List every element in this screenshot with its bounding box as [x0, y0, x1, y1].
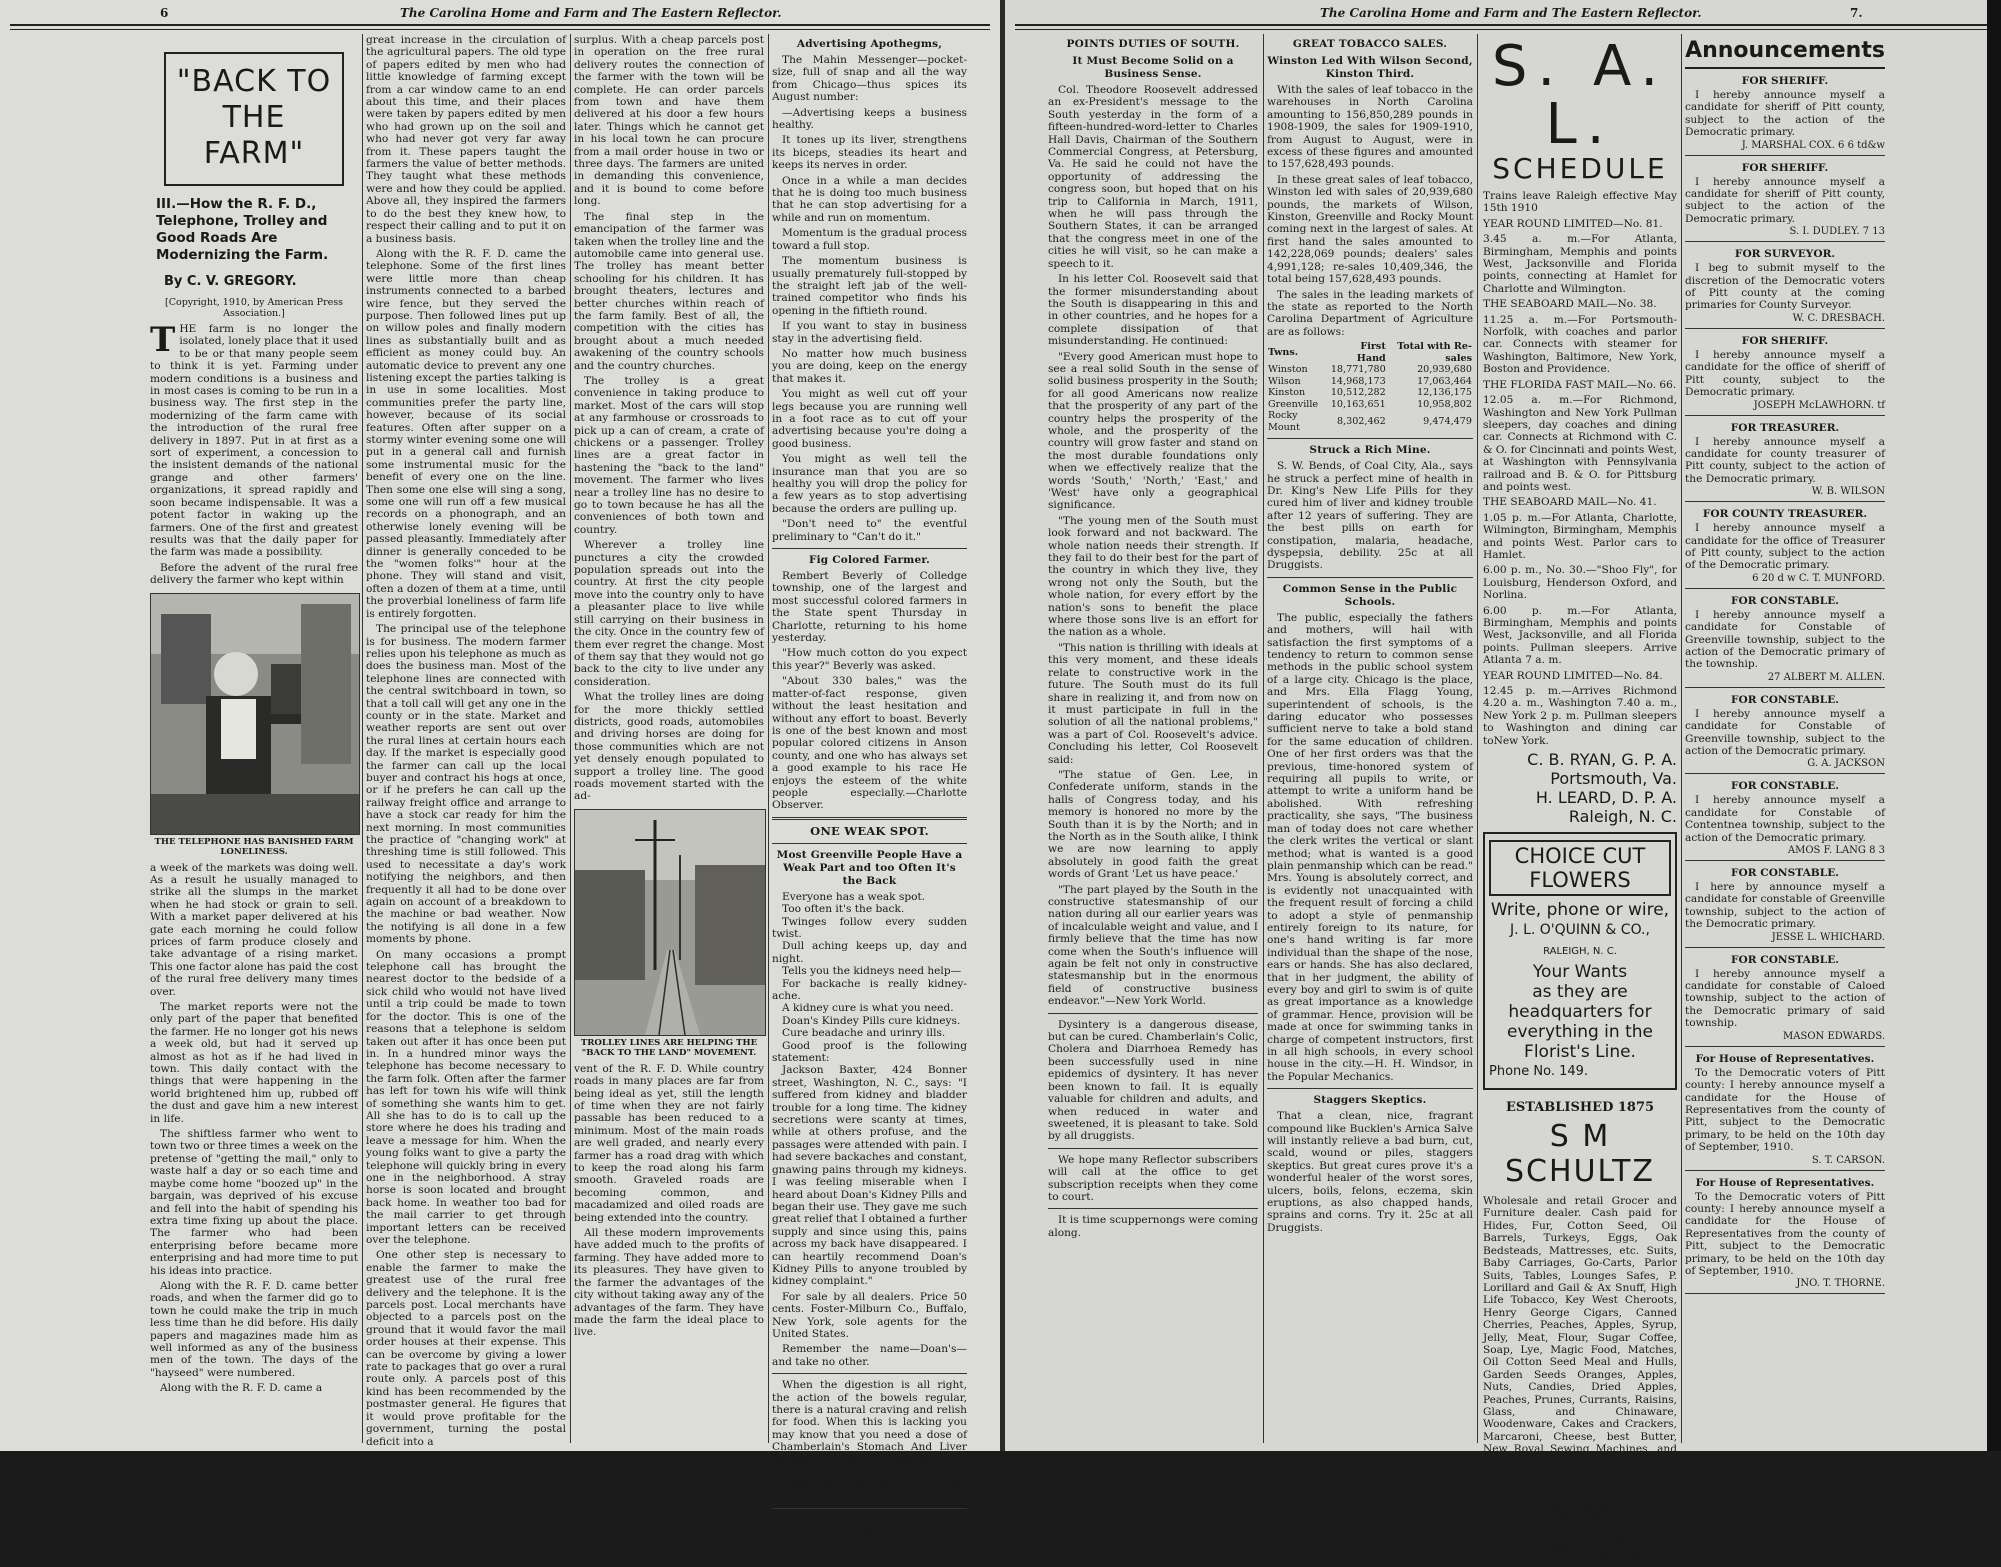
article-paragraph: The principal use of the telephone is for business. The modern farmer relies upon his telephone as much as does the business man. Most of the telephone lines are connected with the central switchboard in town, so that a toll call will get any one in the county or in the state. Market and weather reports are sent out over the rural lines at certain hours each day. If the market is especially good the farmer can call up the local buyer and contract his hogs at once, or if he prefers he can call up the railway freight office and arrange to have a stock car ready for him the next morning. In most communities the practice of "changing work" at threshing time is still followed. This used to necessitate a day's work notifying the neighbors, and then frequently it all had to be done over again on account of a breakdown to the machine or bad weather. Now the notifying is all done in a few moments by phone.	[366, 623, 566, 946]
agent-name: H. LEARD, D. P. A.	[1535, 788, 1677, 808]
divider	[1267, 1088, 1473, 1089]
trolley-photo-image	[575, 810, 765, 1035]
cell-first-hand: 10,512,282	[1330, 387, 1386, 399]
column-rule	[362, 34, 363, 1443]
column-header-first-hand: First Hand	[1356, 341, 1386, 364]
table-row	[1267, 387, 1473, 399]
train-name: THE SEABOARD MAIL—No. 41.	[1483, 496, 1657, 509]
article-paragraph: One other step is necessary to enable the farmer to make the greatest use of the rural free delivery and the telephone. It is the parcels post. Local merchants have objected to a parcels post on the ground that it would favor the mail order houses at their expense. This can be overcome by giving a lower rate to packages that go over a rural route only. A parcels post of this kind has been recommended by the postmaster general. He figures that it would prove profitable for the government, turning the postal deficit into a	[366, 1249, 566, 1448]
points-duties-paragraph: Col. Theodore Roosevelt addressed an ex-President's message to the South yesterday in the form of a fifteen-hundred-word-letter to Charles Hall Davis, Chairman of the Southern Commercial Congress, at Petersburg, Va. He said he could not have the opportunity of addressing the congress soon, but hoped that on his trip to California in March, 1911, when he will pass through the Southern States, it can be arranged that the congress meet in one of the cities he will visit, so he can make a speech to it.	[1048, 84, 1258, 270]
apothegms-heading: Advertising Apothegms,	[796, 38, 943, 50]
article-paragraph: vent of the R. F. D. While country roads in many places are far from being ideal as yet, still the length of time when they are not fairly passable has been reduced to a minimum. Most of the main roads are well graded, and nearly every farmer has a road drag with which to keep the road along his farm smooth. Graveled roads are becoming common, and macadamized and oiled roads are being extended into the country.	[574, 1062, 764, 1224]
fig-farmer-paragraph: "About 330 bales," was the matter-of-fact response, given without the least hesitation and without any effort to boast. Beverly is one of the best known and most popular colored citizens in Anson county, and one who has always set a good example to his race He enjoys the esteem of the white people especially.—Charlotte Observer.	[772, 675, 967, 812]
schultz-paragraph: Wholesale and retail Grocer and Furniture dealer. Cash paid for Hides, Fur, Cotton Seed, Oil Barrels, Turkeys, Eggs, Oak Bedsteads, Mattresses, etc. Suits, Baby Carriages, Go-Carts, Parlor Suits, Tables, Lounges Safes, P. Lorillard and Gail & Ax Snuff, High Life Tobacco, Key West Cheroots, Henry George Cigars, Canned Cherries, Peaches, Apples, Syrup, Jelly, Meat, Flour, Sugar Coffee, Soap, Lye, Magic Food, Matches, Oil Cotton Seed Meal and Hulls, Garden Seeds Oranges, Apples, Nuts, Candies, Dried Apples, Peaches, Prunes, Currants, Raisins, Glass, and Chinaware, Woodenware, Cakes and Crackers, Marcaroni, Cheese, best Butter, New Royal Sewing Machines, and numerous other goods Quality and quantity cheap, for cash. Come to see me.	[1483, 1195, 1677, 1493]
divider	[1267, 577, 1473, 578]
cell-town: Kinston	[1268, 387, 1306, 399]
announcement-heading: FOR SHERIFF.	[1741, 334, 1829, 347]
florist-city: RALEIGH, N. C.	[1543, 946, 1617, 958]
telephone-photo	[150, 593, 360, 835]
tobacco-sales-table	[1267, 341, 1473, 433]
divider	[1048, 1013, 1258, 1014]
skeptics-heading: Staggers Skeptics.	[1313, 1094, 1427, 1107]
tobacco-column	[1267, 34, 1473, 1445]
weak-spot-line: A kidney cure is what you need.	[782, 1002, 954, 1015]
divider	[1685, 773, 1885, 774]
announcement-body: I hereby announce myself a candidate for sheriff of Pitt county, subject to the action of the Democratic primary.	[1685, 89, 1885, 139]
cell-first-hand: 14,968,173	[1330, 375, 1386, 387]
announcement-body: I here by announce myself a candidate for constable of Greenville township, subject to the action of the Democratic primary.	[1685, 881, 1885, 931]
divider	[1685, 1046, 1885, 1047]
tobacco-heading: GREAT TOBACCO SALES.	[1292, 38, 1448, 50]
announcement-signature: S. T. CARSON.	[1811, 1154, 1885, 1166]
points-duties-paragraph: In his letter Col. Roosevelt said that the former misunderstanding about the South is disappearing in this and in other countries, and he hopes for a complete dissipation of that misunderstanding. He continued:	[1048, 273, 1258, 348]
folio-rule	[1015, 24, 1991, 30]
divider	[1685, 860, 1885, 861]
points-duties-paragraph: "Every good American must hope to see a real solid South in the sense of solid business prosperity in the South; for all good Americans now realize that the prosperity of any part of the country helps the prosperity of the whole, and the prosperity of the country will grow faster and stand on the most durable foundations only when we effectively realize that the words 'South,' 'North,' 'East,' and 'West' have only a geographical significance.	[1048, 350, 1258, 512]
announcement-heading: FOR CONSTABLE.	[1731, 953, 1839, 966]
article-paragraph: On many occasions a prompt telephone call has brought the nearest doctor to the bedside of a sick child who would not have lived until a trip could be made to town for the doctor. This is one of the reasons that a telephone is seldom taken out after it has once been put in. In a hundred minor ways the telephone has become necessary to the farm folk. Often after the farmer has left for town his wife will think of something she wants him to get. All she has to do is to call up the store where he does his trading and leave a message for him. When the young folks want to give a party the telephone will quickly bring in every one in the neighborhood. A stray horse is soon located and brought back home. In weather too bad for the mail carrier to get through important letters can be received over the telephone.	[366, 948, 566, 1246]
announcement-body: I hereby announce myself a candidate for the office of Treasurer of Pitt county, subject to the action of the Democratic primary.	[1685, 522, 1885, 572]
announcement-signature: W. B. WILSON	[1811, 486, 1885, 498]
sal-schedule-heading: SCHEDULE	[1492, 152, 1668, 185]
slogan: Our Greenville, Yours if You Come.	[785, 1514, 954, 1540]
flowers-title: CHOICE CUT FLOWERS	[1489, 840, 1671, 896]
column-header-total: Total with Re-sales	[1397, 341, 1472, 364]
announcement-body: I hereby announce myself a candidate for sheriff of Pitt county, subject to the action of the Democratic primary.	[1685, 175, 1885, 225]
column-rule	[1477, 34, 1478, 1443]
weak-spot-lines	[772, 891, 967, 1065]
cell-town: Rocky Mount	[1268, 410, 1300, 433]
weak-spot-line: Good proof is the following statement:	[772, 1039, 967, 1065]
announcement-heading: For House of Representatives.	[1695, 1052, 1875, 1065]
rich-mine-paragraph: S. W. Bends, of Coal City, Ala., says he struck a perfect mine of health in Dr. King's New Life Pills for they cured him of liver and kidney trouble after 12 years of suffering. They are the best pills on earth for constipation, malaria, headache, dyspepsia, debility. 25c at all Druggists.	[1267, 460, 1473, 572]
divider	[1685, 328, 1885, 329]
folio-rule	[10, 24, 990, 30]
train-detail: 11.25 a. m.—For Portsmouth-Norfolk, with coaches and parlor car. Connects with steamer for Washington, Baltimore, New York, Boston and Providence.	[1483, 313, 1677, 376]
column-header-town: Twns.	[1268, 346, 1299, 358]
divider	[1685, 687, 1885, 688]
chamberlain-ad: When the digestion is all right, the action of the bowels regular, there is a natural craving and relish for food. When this is lacking you may know that you need a dose of Chamberlain's Stomach And Liver Tablets. They strengthen the digestive organs, improve the appetite and regulate the bowels. Sold by all druggists.	[772, 1379, 967, 1503]
announcement-body: I hereby announce myself a candidate for Constable of Greenville township, subject to the action of the Democratic primary of the township.	[1685, 608, 1885, 671]
cell-total: 17,063,464	[1417, 375, 1472, 387]
announcement-body: To the Democratic voters of Pitt county: I hereby announce myself a candidate for the House of Representatives from the county of Pitt, subject to the Democratic primary, to be held on the 10th day of September, 1910.	[1685, 1190, 1885, 1277]
article-paragraph: HE farm is no longer the isolated, lonely place that it used to be or that many people seem to think it is yet. Farming under modern conditions is a business and in most cases is coming to be run in a business way. The first step in the modernizing of the farm came with the introduction of the rural free delivery in 1897. Put in at first as a sort of experiment, a concession to the insistent demands of the national grange and other farmers' organizations, it spread rapidly and soon became indispensable. It was a potent factor in waking up the farmers. One of the first and greatest results was that the daily paper for the farm was made a possibility.	[150, 323, 358, 559]
cell-total: 9,474,479	[1423, 415, 1472, 427]
scan-edge	[1987, 0, 2001, 1451]
back-to-farm-column-1	[150, 34, 358, 1445]
announcement-body: I hereby announce myself a candidate for Constable of Contentnea township, subject to the action of the Democratic primary.	[1685, 794, 1885, 844]
points-duties-paragraph: "This nation is thrilling with ideals at this very moment, and these ideals relate to constructive work in the future. The South must do its full share in realizing it, and from now on it must participate in full in the solution of all the national problems," was a part of Col. Roosevelt's advice. Concluding his letter, Col Roosevelt said:	[1048, 641, 1258, 766]
sal-logo: S. A. L.	[1491, 34, 1669, 157]
train-name: THE SEABOARD MAIL—No. 38.	[1483, 298, 1657, 311]
table-row	[1267, 364, 1473, 376]
points-duties-heading: POINTS DUTIES OF SOUTH.	[1066, 38, 1240, 50]
fig-farmer-paragraph: Rembert Beverly of Colledge township, one of the largest and most successful colored farmers in the State spent Thursday in Charlotte, returning to his home yesterday.	[772, 570, 967, 645]
article-paragraph: Along with the R. F. D. came a	[160, 1382, 323, 1395]
apothegms-paragraph: The Mahin Messenger—pocket-size, full of snap and all the way from Chicago—thus spices its August number:	[772, 54, 967, 104]
fig-farmer-paragraph: "How much cotton do you expect this year?" Beverly was asked.	[772, 647, 967, 672]
schultz-established: ESTABLISHED 1875	[1505, 1100, 1655, 1116]
photo-caption: THE TELEPHONE HAS BANISHED FARM LONELINESS.	[154, 836, 354, 857]
weak-spot-line: Dull aching keeps up, day and night.	[772, 940, 967, 965]
weak-spot-testimonial: Jackson Baxter, 424 Bonner street, Washington, N. C., says: "I suffered from kidney and bladder trouble for a long time. The kidney secretions were scanty at times, while at others profuse, and the passages were attended with pain. I had severe backaches and constant, gnawing pains through my kidneys. I was feeling miserable when I heard about Doan's Kidney Pills and began their use. They gave me such great relief that I obtained a further supply and since using this, pains across my back have disappeared. I can heartily recommend Doan's Kidney Pills to anyone troubled by kidney complaint."	[772, 1064, 967, 1288]
announcement-heading: FOR CONSTABLE.	[1731, 780, 1839, 793]
train-detail: 6.00 p. m., No. 30.—"Shoo Fly", for Louisburg, Henderson Oxford, and Norlina.	[1483, 564, 1677, 602]
announcement-heading: FOR TREASURER.	[1730, 421, 1840, 434]
dysentery-ad: Dysintery is a dangerous disease, but can be cured. Chamberlain's Colic, Cholera and Diarrhoea Remedy has been successfully used in nine epidemics of dysintery. It has never been known to fail. It is equally valuable for children and adults, and when reduced in water and sweetened, it is pleasant to take. Sold by all druggists.	[1048, 1018, 1258, 1143]
schultz-footer: S M SCHULTZ	[1505, 1496, 1655, 1567]
florist-phone: Phone No. 149.	[1489, 1064, 1589, 1080]
article-paragraph: Wherever a trolley line punctures a city the crowded population spreads out into the country. At first the city people move into the country only to have a pleasanter place to live while still carrying on their business in the city. Once in the country few of them ever regret the change. Most of them say that they would not go back to the city to live under any consideration.	[574, 539, 764, 688]
train-detail: 6.00 p. m.—For Atlanta, Birmingham, Memphis and points West, Jacksonville, and all Florida points. Pullman sleepers. Arrive Atlanta 7 a. m.	[1483, 604, 1677, 667]
points-duties-paragraph: "The young men of the South must look forward and not backward. The whole nation needs their strength. If they fail to do their best for the part of the country in which they live, they wrong not only the South, but the whole nation, for every effort by the nation's sons to benefit the place where those sons live is an effort for the nation as a whole.	[1048, 514, 1258, 639]
column-rule	[570, 34, 571, 1443]
announcement-heading: FOR SHERIFF.	[1741, 161, 1829, 174]
weak-spot-line: Tells you the kidneys need help—	[782, 965, 962, 978]
column-rule	[1263, 34, 1264, 1443]
apothegms-paragraph: You might as well cut off your legs because you are running well in a foot race as to cut off your advertising because you're doing a good business.	[772, 388, 967, 450]
divider	[1048, 1148, 1258, 1149]
folio-title: The Carolina Home and Farm and The Eastern Reflector.	[400, 6, 782, 20]
divider	[1685, 415, 1885, 416]
article-paragraph: The shiftless farmer who went to town two or three times a week on the pretense of "getting the mail," only to waste half a day or so each time and maybe come home "boozed up" in the bargain, was deprived of his excuse and fell into the habit of spending his extra time fixing up about the place. The farmer who had been enterprising before became more enterprising and had more time to put his ideas into practice.	[150, 1128, 358, 1277]
announcement-signature: MASON EDWARDS.	[1783, 1030, 1885, 1042]
announcement-signature: JESSE L. WHICHARD.	[1771, 931, 1885, 943]
announcement-signature: S. I. DUDLEY. 7 13	[1789, 226, 1885, 238]
page-number: 7.	[1850, 6, 1863, 20]
train-detail: 12.05 a. m.—For Richmond, Washington and New York Pullman sleepers, day coaches and dining car. Connects at Richmond with C. & O. for Cincinnati and points West, at Washington with Pennsylvania railroad and B. & O. for Pittsburg and points west.	[1483, 394, 1678, 493]
column-rule	[1681, 34, 1682, 1443]
announcement-signature: JOSEPH McLAWHORN. tf	[1753, 399, 1885, 411]
train-detail: 12.45 p. m.—Arrives Richmond 4.20 a. m., Washington 7.40 a. m., New York 2 p. m. Pullman sleepers to Washington and dining car toNew York.	[1483, 685, 1677, 747]
apothegms-paragraph: No matter how much business you are doing, keep on the energy that makes it.	[772, 347, 967, 385]
train-detail: 3.45 a. m.—For Atlanta, Birmingham, Memphis and points West, Jacksonville and Florida points, connecting at Hamlet for Charlotte and Wilmington.	[1483, 233, 1677, 295]
divider	[1685, 155, 1885, 156]
article-paragraph: surplus. With a cheap parcels post in operation on the free rural delivery routes the connection of the farmer with the town will be complete. He can order parcels from town and have them delivered at his door a few hours later. Things which he cannot get in his local town he can procure from a mail order house in two or three days. The farmers are united in demanding this convenience, and it is bound to come before long.	[574, 34, 764, 208]
announcement-heading: FOR SURVEYOR.	[1734, 248, 1836, 261]
announcements-heading: Announcements	[1685, 38, 1885, 69]
announcement-body: I hereby announce myself a candidate for county treasurer of Pitt county, subject to the action of the Democratic primary.	[1685, 435, 1885, 485]
weak-spot-line: Twinges follow every sudden twist.	[772, 915, 967, 940]
tobacco-paragraph: The sales in the leading markets of the state as reported to the North Carolina Department of Agriculture are as follows:	[1267, 288, 1473, 338]
divider	[1267, 438, 1473, 439]
weak-spot-line: For backache is really kidney-ache.	[772, 977, 967, 1002]
train-name: YEAR ROUND LIMITED—No. 84.	[1483, 669, 1663, 682]
announcement-body: I beg to submit myself to the discretion of the Democratic voters of Pitt county at the coming primaries for County Surveyor.	[1685, 262, 1885, 312]
announcement-body: I hereby announce myself a candidate for constable of Caloed township, subject to the action of the Democratic primary of said township.	[1685, 967, 1885, 1030]
apothegms-paragraph: Momentum is the gradual process toward a full stop.	[772, 227, 967, 252]
divider	[1685, 1293, 1885, 1294]
announcement-heading: FOR COUNTY TREASURER.	[1702, 508, 1868, 521]
weak-spot-line: Too often it's the back.	[782, 903, 905, 916]
table-header-row	[1267, 341, 1473, 364]
scuppernong-note: It is time scuppernongs were coming along.	[1048, 1214, 1258, 1239]
apothegms-paragraph: —Advertising keeps a business healthy.	[772, 106, 967, 132]
flowers-line: Write, phone or wire,	[1490, 900, 1670, 921]
announcement-body: I hereby announce myself a candidate for Constable of Greenville township, subject to the action of the Democratic primary.	[1685, 707, 1885, 757]
cell-town: Winston	[1268, 364, 1308, 376]
divider	[1048, 1208, 1258, 1209]
announcement-heading: For House of Representatives.	[1695, 1176, 1875, 1189]
agent-city: Raleigh, N. C.	[1568, 807, 1677, 827]
article-paragraph: The market reports were not the only part of the paper that benefited the farmer. He no longer got his news a week old, but had it served up almost as hot as if he had lived in town. This daily contact with the things that were happening in the world brightened him up, rubbed off the dust and gave him a new interest in life.	[150, 1001, 358, 1125]
florist-name: J. L. O'QUINN & CO.,	[1510, 922, 1650, 939]
headline-line-2: THE FARM"	[203, 100, 305, 171]
announcement-body: To the Democratic voters of Pitt county: I hereby announce myself a candidate for the House of Representatives from the county of Pitt, subject to the Democratic primary, to be held on the 10th day of September, 1910.	[1685, 1066, 1885, 1154]
copyright-note: [Copyright, 1910, by American Press Association.]	[165, 297, 343, 319]
cell-total: 20,939,680	[1417, 364, 1472, 376]
apothegms-paragraph: "Don't need to" the eventful preliminary to "Can't do it."	[772, 518, 967, 543]
divider	[772, 1508, 967, 1509]
announcement-heading: FOR CONSTABLE.	[1731, 693, 1839, 706]
subscriber-note: We hope many Reflector subscribers will call at the office to get subscription receipts when they come to court.	[1048, 1153, 1258, 1203]
cell-first-hand: 10,163,651	[1330, 398, 1386, 410]
cell-total: 10,958,802	[1417, 398, 1472, 410]
tobacco-subheading: Winston Led With Wilson Second, Kinston Third.	[1267, 55, 1473, 80]
page-number: 6	[160, 6, 169, 20]
table-row	[1267, 410, 1473, 433]
weak-spot-subheading: Most Greenville People Have a Weak Part and too Often It's the Back	[776, 848, 963, 887]
weak-spot-paragraph: Remember the name—Doan's—and take no other.	[772, 1343, 967, 1368]
sal-schedule-ad	[1483, 34, 1677, 185]
announcement-signature: JNO. T. THORNE.	[1796, 1278, 1885, 1290]
apothegms-column	[772, 34, 967, 1540]
column-rule	[768, 34, 769, 1443]
left-page	[0, 0, 1000, 1540]
schultz-name: S M SCHULTZ	[1505, 1119, 1655, 1190]
flowers-line: Your Wants	[1532, 962, 1628, 983]
cell-town: Greenville	[1268, 398, 1319, 410]
announcements-column	[1685, 34, 1885, 1445]
weak-spot-paragraph: For sale by all dealers. Price 50 cents. Foster-Milburn Co., Buffalo, New York, sole agents for the United States.	[772, 1290, 967, 1340]
cell-first-hand: 18,771,780	[1330, 364, 1386, 376]
drop-cap: T	[150, 320, 176, 360]
tobacco-paragraph: With the sales of leaf tobacco in the warehouses in North Carolina amounting to 156,850,289 pounds in 1908-1909, the sales for 1909-1910, from August to August, were in excess of these figures and amounted to 157,628,493 pounds.	[1267, 84, 1473, 171]
cell-total: 12,136,175	[1417, 387, 1472, 399]
divider	[1685, 1170, 1885, 1171]
points-duties-paragraph: "The part played by the South in the constructive statesmanship of our nation during all our earlier years was of incalculable weight and value, and I firmly believe that the time has now come when the South's influence will again be felt not only in constructive statesmanship but in the enormous field of constructive business endeavor."—New York World.	[1048, 883, 1258, 1008]
divider	[1685, 241, 1885, 242]
common-sense-heading: Common Sense in the Public Schools.	[1282, 582, 1458, 608]
weak-spot-line: Doan's Kindey Pills cure kidneys.	[782, 1014, 961, 1027]
train-detail: 1.05 p. m.—For Atlanta, Charlotte, Wilmington, Birmingham, Memphis and points West. Parlor cars to Hamlet.	[1483, 511, 1677, 561]
announcement-signature: G. A. JACKSON	[1807, 758, 1885, 770]
agent-name: C. B. RYAN, G. P. A.	[1527, 750, 1677, 770]
weak-spot-line: Cure beadache and urinry ills.	[782, 1027, 946, 1040]
announcement-body: I hereby announce myself a candidate for the office of sheriff of Pitt county, subject to the Democratic primary.	[1685, 348, 1885, 399]
right-page	[1005, 0, 2001, 1567]
weak-spot-line: Everyone has a weak spot.	[782, 890, 926, 903]
divider	[772, 843, 967, 844]
article-paragraph: The final step in the emancipation of the farmer was taken when the trolley line and the automobile came into general use. The trolley has meant better schooling for his children. It has brought theaters, lectures and better churches within reach of the farm family. Best of all, the competition with the cities has brought about a much needed awakening of the country schools and the country churches.	[574, 210, 764, 372]
flowers-line: as they are headquarters for everything in the Florist's Line.	[1507, 982, 1653, 1063]
table-row	[1267, 399, 1473, 411]
announcement-signature: AMOS F. LANG 8 3	[1787, 845, 1885, 857]
article-paragraph: What the trolley lines are doing for the more thickly settled districts, good roads, automobiles and driving horses are doing for those communities which are not yet densely enough populated to support a trolley line. The good roads movement started with the ad-	[574, 691, 764, 803]
back-to-farm-column-2	[366, 34, 566, 1448]
announcement-heading: FOR CONSTABLE.	[1731, 594, 1839, 607]
rich-mine-heading: Struck a Rich Mine.	[1309, 444, 1431, 457]
flowers-ad	[1483, 832, 1677, 1090]
back-to-farm-column-3	[574, 34, 764, 1445]
divider	[772, 548, 967, 549]
apothegms-paragraph: You might as well tell the insurance man that you are so healthy you will drop the policy for a few years as to stop advertising because the orders are pulling up.	[772, 453, 967, 515]
points-duties-column	[1048, 34, 1258, 1445]
article-subtitle: III.—How the R. F. D., Telephone, Trolley and Good Roads Are Modernizing the Farm.	[156, 196, 329, 263]
schedule-note: Trains leave Raleigh effective May 15th 1910	[1483, 190, 1677, 215]
tobacco-paragraph: In these great sales of leaf tobacco, Winston led with sales of 20,939,680 pounds, the markets of Wilson, Kinston, Greenville and Rocky Mount coming next in the largest of sales. At first hand the sales amounted to 142,228,069 pounds; dealers' sales 4,991,128; re-sales 10,409,346, the total being 157,628,493 pounds.	[1267, 173, 1473, 286]
announcements-list	[1685, 75, 1885, 1294]
article-paragraph: All these modern improvements have added much to the profits of farming. They have added more to its pleasures. They have given to the farmer the advantages of the city without taking away any of the advantages of the farm. They have made the farm the ideal place to live.	[574, 1227, 764, 1339]
byline: By C. V. GREGORY.	[164, 274, 297, 289]
article-paragraph: Along with the R. F. D. came the telephone. Some of the first lines were little more than cheap instruments connected to a barbed wire fence, but they served the purpose. Then followed lines put up on willow poles and finally modern lines as substantially built and as efficient as money could buy. An automatic device to prevent any one listening except the parties talking is in use in some localities. Most communities prefer the party line, however, because of its social features. Often after supper on a stormy winter evening some one will put in a general call and furnish some instrumental music for the benefit of every one on the line. Then some one else will sing a song, some one will run off a few musical records on a phonograph, and an otherwise lonely evening will be passed pleasantly. Immediately after dinner is generally conceded to be the "women folks'" hour at the phone. They will stand and visit, often a dozen of them at a time, until the proverbial loneliness of farm life is entirely forgotten.	[366, 247, 566, 620]
cell-town: Wilson	[1268, 375, 1301, 387]
apothegms-paragraph: It tones up its liver, strengthens its biceps, steadies its heart and keeps its nerves in order.	[772, 134, 967, 172]
announcement-signature: 27 ALBERT M. ALLEN.	[1767, 671, 1885, 683]
announcement-heading: FOR CONSTABLE.	[1731, 867, 1839, 880]
article-paragraph: Along with the R. F. D. came better roads, and when the farmer did go to town he could make the trip in much less time than he did before. His daily papers and magazines made him as well informed as any of the business men of the town. The days of the "hayseed" were numbered.	[150, 1279, 358, 1379]
article-paragraph: a week of the markets was doing well. As a result he usually managed to strike all the slumps in the market when he had stock or grain to sell. With a market paper delivered at his gate each morning he could follow prices of farm produce closely and take advantage of a rising market. This one factor alone has paid the cost of the rural free delivery many times over.	[150, 861, 358, 998]
article-paragraph: Before the advent of the rural free delivery the farmer who kept within	[150, 561, 358, 587]
apothegms-paragraph: The momentum business is usually prematurely full-stopped by the straight left jab of the well-trained competitor who finds his opening in the fiftieth round.	[772, 255, 967, 317]
table-row	[1267, 376, 1473, 388]
article-paragraph: The trolley is a great convenience in taking produce to market. Most of the cars will stop at any farmhouse or crossroads to pick up a can of cream, a crate of chickens or a passenger. Trolley lines are a great factor in hastening the "back to the land" movement. The farmer who lives near a trolley line has no desire to go to town because he has all the conveniences of both town and country.	[574, 374, 764, 536]
divider	[772, 817, 967, 820]
announcement-signature: 6 20 d w C. T. MUNFORD.	[1752, 572, 1885, 584]
article-paragraph: great increase in the circulation of the agricultural papers. The old type of papers edited by men who had little knowledge of farming except from a car window came to an end about this time, and their places were taken by papers edited by men who had grown up on the soil and who had never got very far away from it. These papers taught the farmers the value of better methods. They taught what these methods were and how they could be applied. Above all, they inspired the farmers to do the best they knew how, to respect their calling and to put it on a business basis.	[366, 34, 566, 245]
photo-caption: TROLLEY LINES ARE HELPING THE "BACK TO THE LAND" MOVEMENT.	[580, 1037, 758, 1058]
fig-farmer-heading: Fig Colored Farmer.	[808, 554, 931, 567]
skeptics-paragraph: That a clean, nice, fragrant compound like Bucklen's Arnica Salve will instantly relieve a bad burn, cut, scald, wound or piles, staggers skeptics. But great cures prove it's a wonderful healer of the worst sores, ulcers, boils, felons, eczema, skin eruptions, as also chapped hands, sprains and corns. Try it. 25c at all Druggists.	[1267, 1110, 1473, 1234]
train-name: THE FLORIDA FAST MAIL—No. 66.	[1483, 378, 1677, 391]
telephone-photo-image	[151, 594, 359, 834]
announcement-signature: J. MARSHAL COX. 6 6 td&w	[1741, 139, 1885, 151]
apothegms-paragraph: Once in a while a man decides that he is doing too much business that he can stop advertising for a while and run on momentum.	[772, 174, 967, 224]
headline-line-1: "BACK TO	[176, 64, 332, 99]
divider	[772, 1373, 967, 1374]
common-sense-paragraph: The public, especially the fathers and mothers, will hail with satisfaction the first symptoms of a tendency to return to common sense methods in the public school system of a large city. Chicago is the place, and Mrs. Ella Flagg Young, superintendent of schools, is the daring educator who possesses sufficient nerve to take a bold stand for the same education of children. One of her first orders was that the previous, time-honored system of requiring all pupils to write, or attempt to write a uniform hand be abolished. With refreshing practicality, she says, "The business man of today does not care whether the clerk writes the vertical or slant method; what is wanted is a good plain penmanship which can be read." Mrs. Young is absolutely correct, and is evidently not unacquainted with the frequent result of forcing a child to adopt a style of penmanship entirely foreign to its nature, for one's hand writing is far more individual than the shape of the nose, ears or hands. She has also declared, that in her judgment, the ability of every boy and girl to swim is of quite as great importance as a knowledge of grammar. Hence, provision will be made at once for swimming tanks in charge of competent instructors, first in all high schools, in every school house in the city.—H. H. Windsor, in the Popular Mechanics.	[1267, 611, 1473, 1083]
divider	[1685, 501, 1885, 502]
divider	[1685, 588, 1885, 589]
agent-city: Portsmouth, Va.	[1550, 769, 1677, 789]
advertising-column	[1483, 34, 1678, 1567]
points-duties-paragraph: "The statue of Gen. Lee, in Confederate uniform, stands in the halls of Congress today, and his memory is honored no more by the South than it is by the North; and in the North as in the South alike, I think we are now learning to apply absolutely in good faith the great words of Grant 'Let us have peace.'	[1048, 768, 1258, 881]
weak-spot-heading: ONE WEAK SPOT.	[810, 823, 929, 838]
apothegms-paragraph: If you want to stay in business stay in the advertising field.	[772, 320, 967, 345]
announcement-signature: W. C. DRESBACH.	[1792, 312, 1885, 324]
tobacco-table-body	[1267, 364, 1473, 433]
back-to-farm-title-box	[164, 52, 344, 186]
trolley-photo	[574, 809, 766, 1036]
folio-title: The Carolina Home and Farm and The Eastern Reflector.	[1320, 6, 1702, 20]
divider	[1685, 947, 1885, 948]
train-name: YEAR ROUND LIMITED—No. 81.	[1483, 217, 1663, 230]
cell-first-hand: 8,302,462	[1336, 415, 1386, 427]
announcement-heading: FOR SHERIFF.	[1741, 75, 1829, 87]
points-duties-subheading: It Must Become Solid on a Business Sense.	[1072, 55, 1234, 80]
